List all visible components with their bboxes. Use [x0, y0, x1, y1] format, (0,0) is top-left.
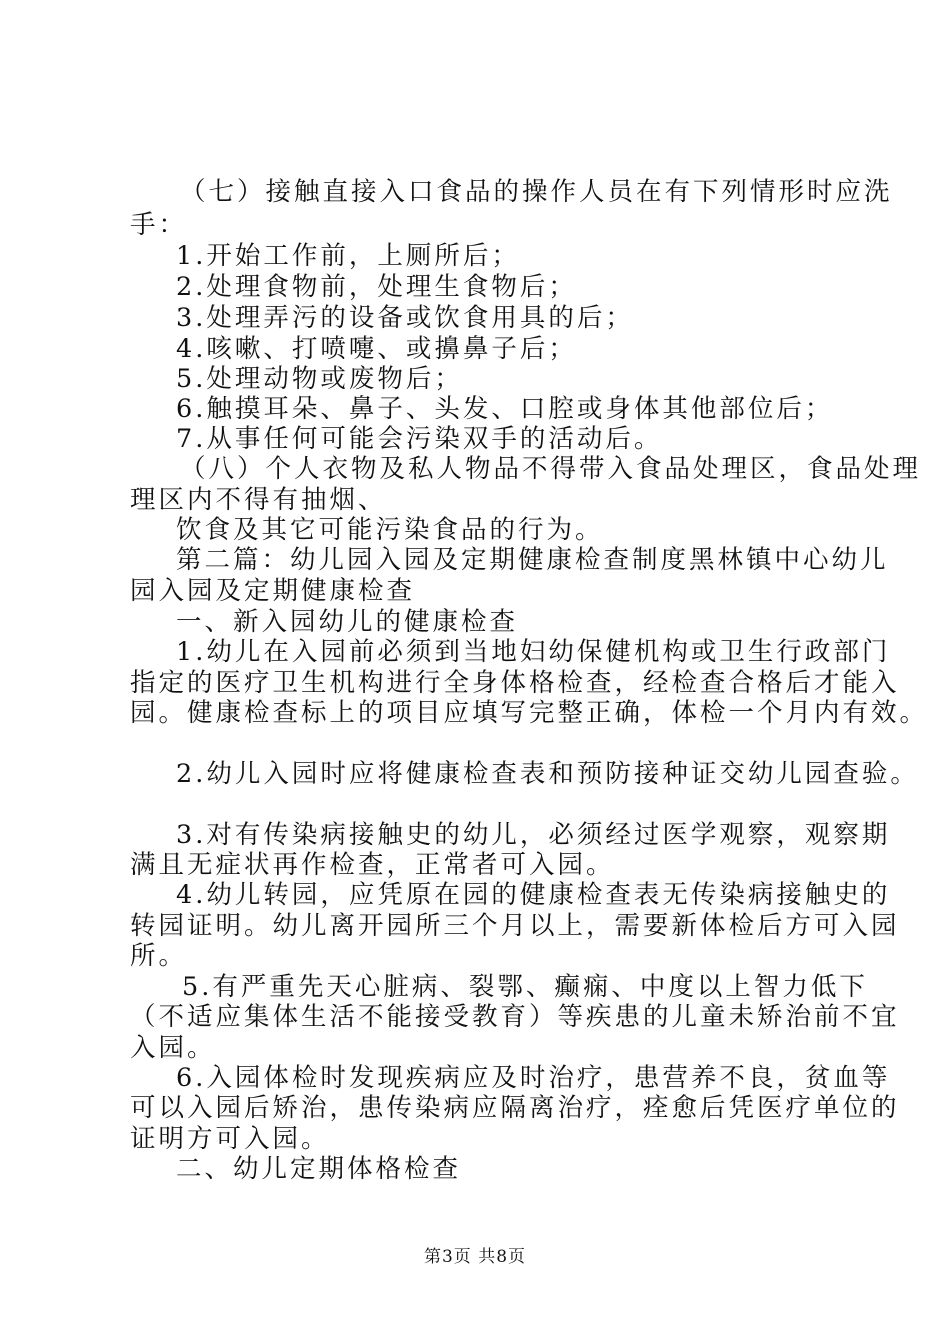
- text-line: 6.触摸耳朵、鼻子、头发、口腔或身体其他部位后；: [176, 394, 834, 424]
- page-footer: 第3页 共8页: [423, 1247, 527, 1267]
- text-line: 7.从事任何可能会污染双手的活动后。: [176, 424, 663, 454]
- text-line: 所。: [130, 941, 188, 971]
- text-line: 理区内不得有抽烟、: [130, 485, 387, 515]
- text-line: 满且无症状再作检查，正常者可入园。: [130, 850, 615, 880]
- section-heading: 第二篇：幼儿园入园及定期健康检查制度黑林镇中心幼儿: [176, 545, 889, 575]
- text-line: 指定的医疗卫生机构进行全身体格检查，经检查合格后才能入: [130, 668, 900, 698]
- text-line: （不适应集体生活不能接受教育）等疾患的儿童未矫治前不宜: [130, 1002, 900, 1032]
- subsection-heading: 二、幼儿定期体格检查: [176, 1154, 462, 1184]
- text-line: 1.幼儿在入园前必须到当地妇幼保健机构或卫生行政部门: [176, 637, 891, 667]
- text-line: 4.咳嗽、打喷嚏、或擤鼻子后；: [176, 334, 577, 364]
- text-line: 3.对有传染病接触史的幼儿，必须经过医学观察，观察期: [176, 820, 891, 850]
- text-line: 1.开始工作前，上厕所后；: [176, 241, 520, 271]
- text-line: 5.处理动物或废物后；: [176, 364, 463, 394]
- text-line: 入园。: [130, 1033, 216, 1063]
- text-line: 转园证明。幼儿离开园所三个月以上，需要新体检后方可入园: [130, 911, 900, 941]
- section-heading: 园入园及定期健康检查: [130, 576, 416, 606]
- text-line: 饮食及其它可能污染食品的行为。: [176, 515, 604, 545]
- text-line: 2.处理食物前，处理生食物后；: [176, 272, 577, 302]
- text-line: 6.入园体检时发现疾病应及时治疗，患营养不良，贫血等: [176, 1063, 891, 1093]
- text-line: 2.幼儿入园时应将健康检查表和预防接种证交幼儿园查验。: [176, 759, 919, 789]
- text-line: （八）个人衣物及私人物品不得带入食品处理区，食品处理: [180, 454, 922, 484]
- text-line: （七）接触直接入口食品的操作人员在有下列情形时应洗: [180, 177, 893, 207]
- text-line: 3.处理弄污的设备或饮食用具的后；: [176, 303, 634, 333]
- subsection-heading: 一、新入园幼儿的健康检查: [176, 607, 519, 637]
- text-line: 5.有严重先天心脏病、裂鄂、癫痫、中度以上智力低下: [182, 972, 868, 1002]
- text-line: 手：: [130, 210, 188, 240]
- text-line: 园。健康检查标上的项目应填写完整正确，体检一个月内有效。: [130, 698, 929, 728]
- text-line: 证明方可入园。: [130, 1124, 330, 1154]
- text-line: 可以入园后矫治，患传染病应隔离治疗，痊愈后凭医疗单位的: [130, 1093, 900, 1123]
- text-line: 4.幼儿转园，应凭原在园的健康检查表无传染病接触史的: [176, 880, 891, 910]
